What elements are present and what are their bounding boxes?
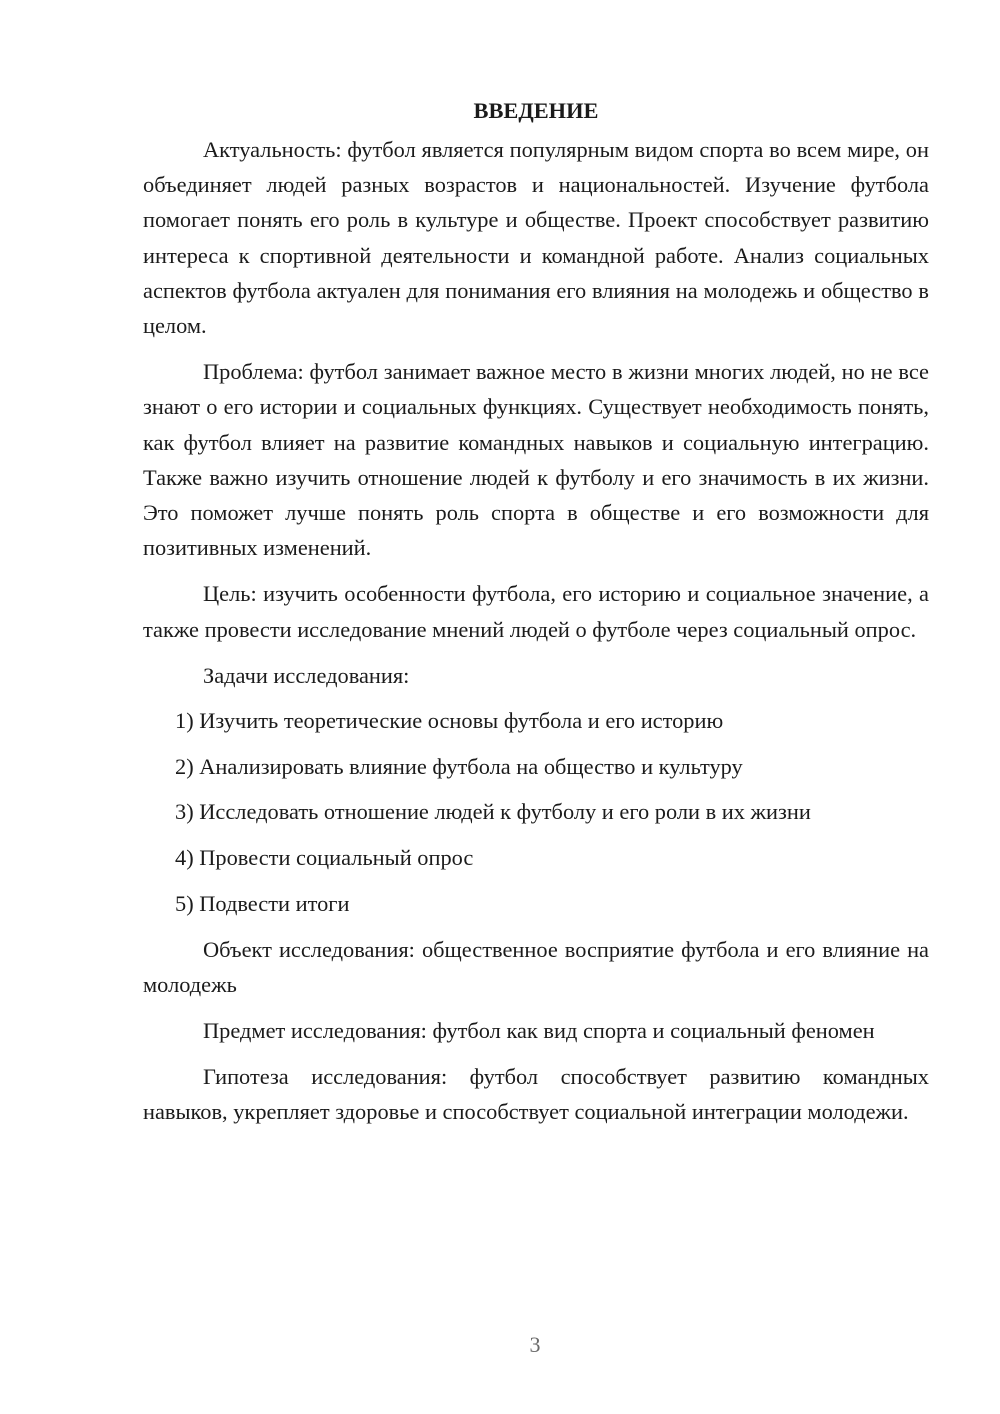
- section-title: ВВЕДЕНИЕ: [473, 98, 599, 123]
- task-item: 3) Исследовать отношение людей к футболу и его роли в их жизни: [175, 799, 811, 825]
- research-object-paragraph: Объект исследования: общественное восприятие футбола и его влияние на молодежь: [143, 936, 929, 997]
- relevance-paragraph: Актуальность: футбол является популярным видом спорта во всем мире, он объединяет людей разных возрастов и национальностей. Изучение футбола помогает понять его роль в культуре и обществе. Проект способствует развитию интереса к спортивной деятельности и командной работе. Анализ социальных аспектов футбола актуален для понимания его влияния на молодежь и общество в целом.: [143, 137, 929, 339]
- task-item: 2) Анализировать влияние футбола на общество и культуру: [175, 753, 743, 779]
- task-item: 1) Изучить теоретические основы футбола и его историю: [175, 708, 724, 734]
- document-page: [143, 95, 929, 1141]
- research-subject-paragraph: Предмет исследования: футбол как вид спорта и социальный феномен: [203, 1017, 875, 1043]
- tasks-heading: Задачи исследования:: [203, 662, 410, 688]
- page-number: 3: [529, 1332, 541, 1357]
- problem-paragraph: Проблема: футбол занимает важное место в жизни многих людей, но не все знают о его истории и социальных функциях. Существует необходимость понять, как футбол влияет на развитие командных навыков и социальную интеграцию. Также важно изучить отношение людей к футболу и его значимость в их жизни. Это поможет лучше понять роль спорта в обществе и его возможности для позитивных изменений.: [143, 359, 929, 561]
- task-item: 5) Подвести итоги: [175, 890, 350, 916]
- task-list: [143, 703, 929, 921]
- task-item: 4) Провести социальный опрос: [175, 845, 474, 871]
- hypothesis-paragraph: Гипотеза исследования: футбол способствует развитию командных навыков, укрепляет здоровье и способствует социальной интеграции молодежи.: [143, 1064, 929, 1125]
- goal-paragraph: Цель: изучить особенности футбола, его историю и социальное значение, а также провести исследование мнений людей о футболе через социальный опрос.: [143, 581, 929, 642]
